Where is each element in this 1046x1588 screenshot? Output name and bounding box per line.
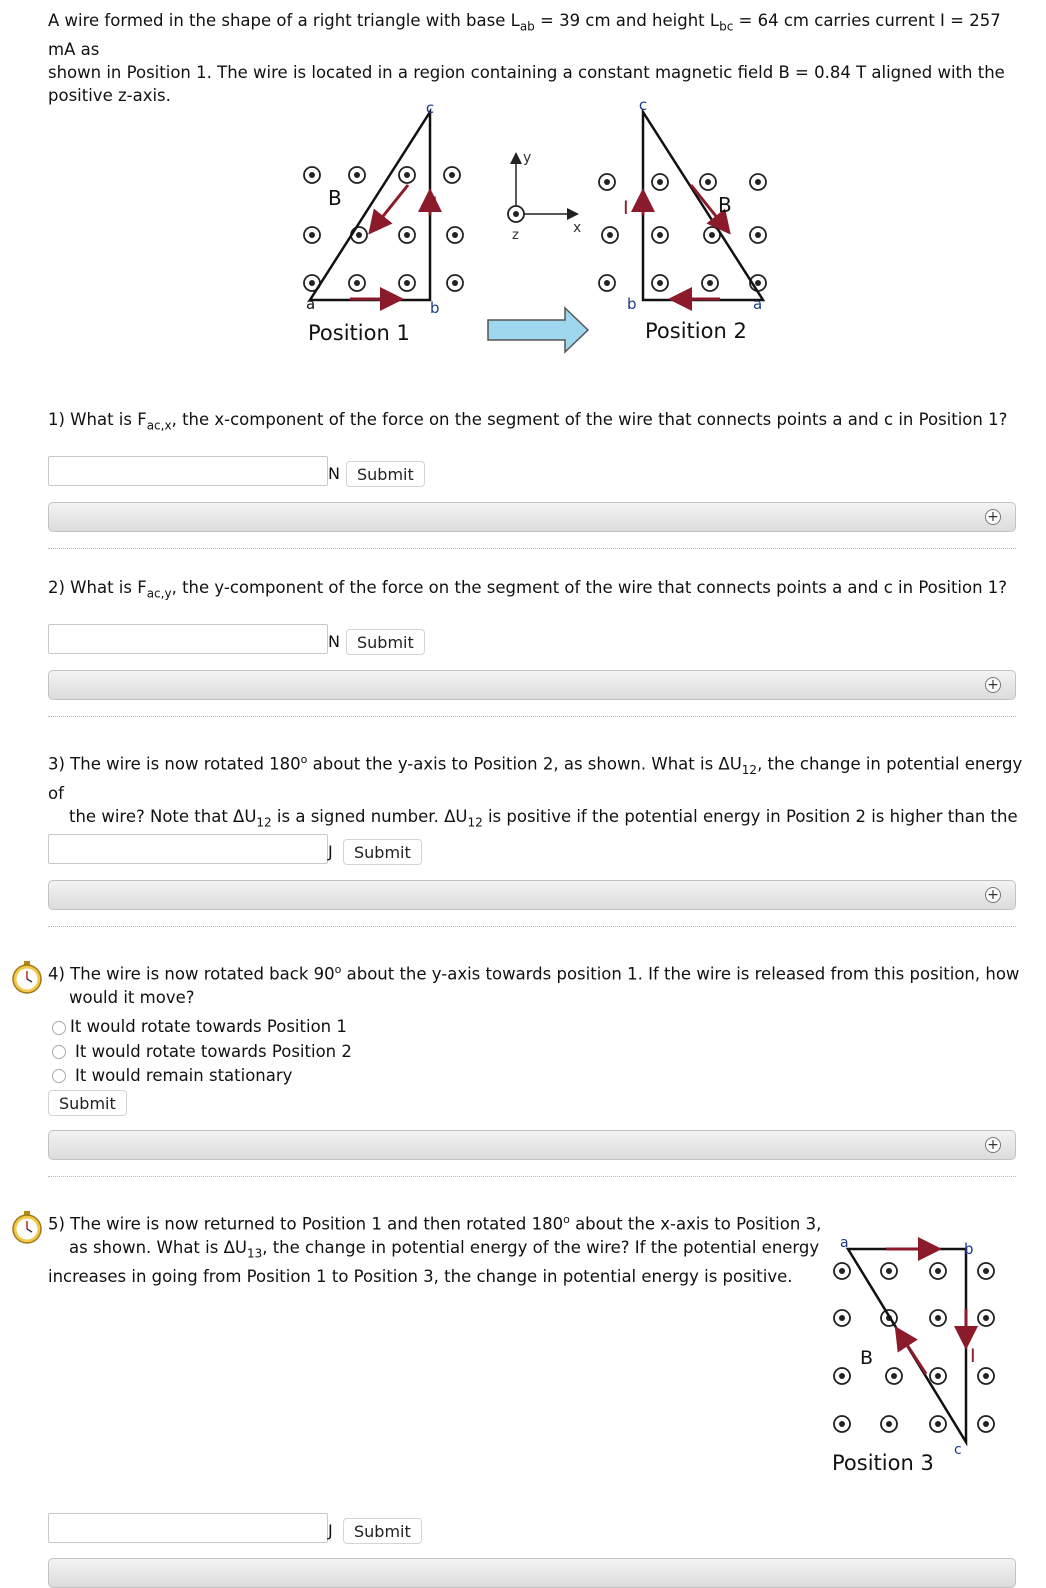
answer-1-input[interactable] <box>48 456 328 486</box>
submit-3-button[interactable]: Submit <box>343 839 422 865</box>
submit-1-button[interactable]: Submit <box>346 461 425 487</box>
answer-5-input[interactable] <box>48 1513 328 1543</box>
transition-arrow-icon <box>488 308 588 352</box>
divider <box>48 716 1016 717</box>
divider <box>48 548 1016 549</box>
label-B-3: B <box>860 1347 874 1369</box>
axis-x-label: x <box>573 220 582 236</box>
question-4-text: 4) The wire is now rotated back 90$^o$ about the y-axis towards position 1. If the wire is released from this position, how would it move? <box>48 963 1020 1007</box>
question-2-text: 2) What is $F_{ac,y}$, the y-component of the force on the segment of the wire that connects points a and c in Position 1? <box>48 578 1008 601</box>
option-1-label[interactable]: It would rotate towards Position 1 <box>70 1017 347 1036</box>
option-3-label[interactable]: It would remain stationary <box>75 1066 293 1085</box>
divider <box>48 1176 1016 1177</box>
position-2-label: Position 2 <box>645 319 747 343</box>
answer-1-unit: N <box>328 464 340 483</box>
label-c-2: c <box>638 96 648 114</box>
answer-3-unit: J <box>328 842 333 861</box>
stopwatch-icon <box>10 1210 44 1244</box>
answer-3-input[interactable] <box>48 834 328 864</box>
position-3-label: Position 3 <box>832 1451 934 1475</box>
label-I-3: I <box>970 1345 976 1367</box>
wire-triangle-position-2 <box>643 112 763 300</box>
answer-5-unit: J <box>328 1521 333 1540</box>
position-1-label: Position 1 <box>308 321 410 345</box>
label-c-3: c <box>954 1442 962 1458</box>
label-I-1: I <box>432 193 438 215</box>
label-a-2: a <box>753 295 763 313</box>
option-1-radio[interactable] <box>52 1021 66 1035</box>
submit-4-button[interactable]: Submit <box>48 1090 127 1116</box>
axis-y-label: y <box>523 150 532 166</box>
label-b-1: b <box>430 299 440 317</box>
label-b-3: b <box>964 1240 974 1258</box>
option-2-label[interactable]: It would rotate towards Position 2 <box>75 1042 352 1061</box>
hint-bar-2[interactable] <box>48 670 1016 700</box>
axis-z-label: z <box>512 228 519 243</box>
answer-2-input[interactable] <box>48 624 328 654</box>
label-a-3: a <box>840 1235 849 1251</box>
label-b-2: b <box>627 295 637 313</box>
label-B-2: B <box>718 193 732 217</box>
label-I-2: I <box>623 197 629 219</box>
submit-5-button[interactable]: Submit <box>343 1518 422 1544</box>
expand-icon[interactable]: + <box>985 1137 1001 1153</box>
submit-2-button[interactable]: Submit <box>346 629 425 655</box>
option-3-radio[interactable] <box>52 1069 66 1083</box>
field-dots-position-2 <box>599 174 766 291</box>
label-a-1: a <box>306 295 316 313</box>
hint-bar-3[interactable] <box>48 880 1016 910</box>
question-5-text: 5) The wire is now returned to Position 1 and then rotated 180$^o$ about the x-axis to Position 3, as shown. What is $\Delta U_{13}$, the change in potential energy of the wire? If the potential energy increases in going from Position 1 to Position 3, the change in potential energy is positive. <box>48 1213 822 1286</box>
problem-statement: A wire formed in the shape of a right triangle with base $L_{ab} = 39$ cm and height $L_{bc} = 64$ cm carries current I = 257 mA as shown in Position 1. The wire is located in a region containing a constant magnetic field B = 0.84 T aligned with the positive z-axis. <box>48 11 1005 106</box>
option-2-radio[interactable] <box>52 1045 66 1059</box>
hint-bar-1[interactable] <box>48 502 1016 532</box>
question-1-text: 1) What is $F_{ac,x}$, the x-component of the force on the segment of the wire that connects points a and c in Position 1? <box>48 410 1008 433</box>
label-B-1: B <box>328 186 342 210</box>
wire-triangle-position-3 <box>848 1249 966 1442</box>
answer-2-unit: N <box>328 632 340 651</box>
hint-bar-4[interactable] <box>48 1130 1016 1160</box>
question-3-text: 3) The wire is now rotated 180$^o$ about the y-axis to Position 2, as shown. What is $\Delta U_{12}$, the change in potential energy of the wire? Note that $\Delta U_{12}$ is a signed number. $\Delta U_{12}$ is positive if the potential energy in Position 2 is higher than the <box>48 753 1023 830</box>
expand-icon[interactable]: + <box>985 509 1001 525</box>
expand-icon[interactable]: + <box>985 677 1001 693</box>
axes-icon <box>508 155 576 222</box>
divider <box>48 926 1016 927</box>
stopwatch-icon <box>10 960 44 994</box>
expand-icon[interactable]: + <box>985 887 1001 903</box>
position-3-figure <box>826 1234 1026 1484</box>
label-c-1: c <box>425 99 435 117</box>
positions-figure <box>280 90 800 360</box>
hint-bar-5[interactable] <box>48 1558 1016 1588</box>
